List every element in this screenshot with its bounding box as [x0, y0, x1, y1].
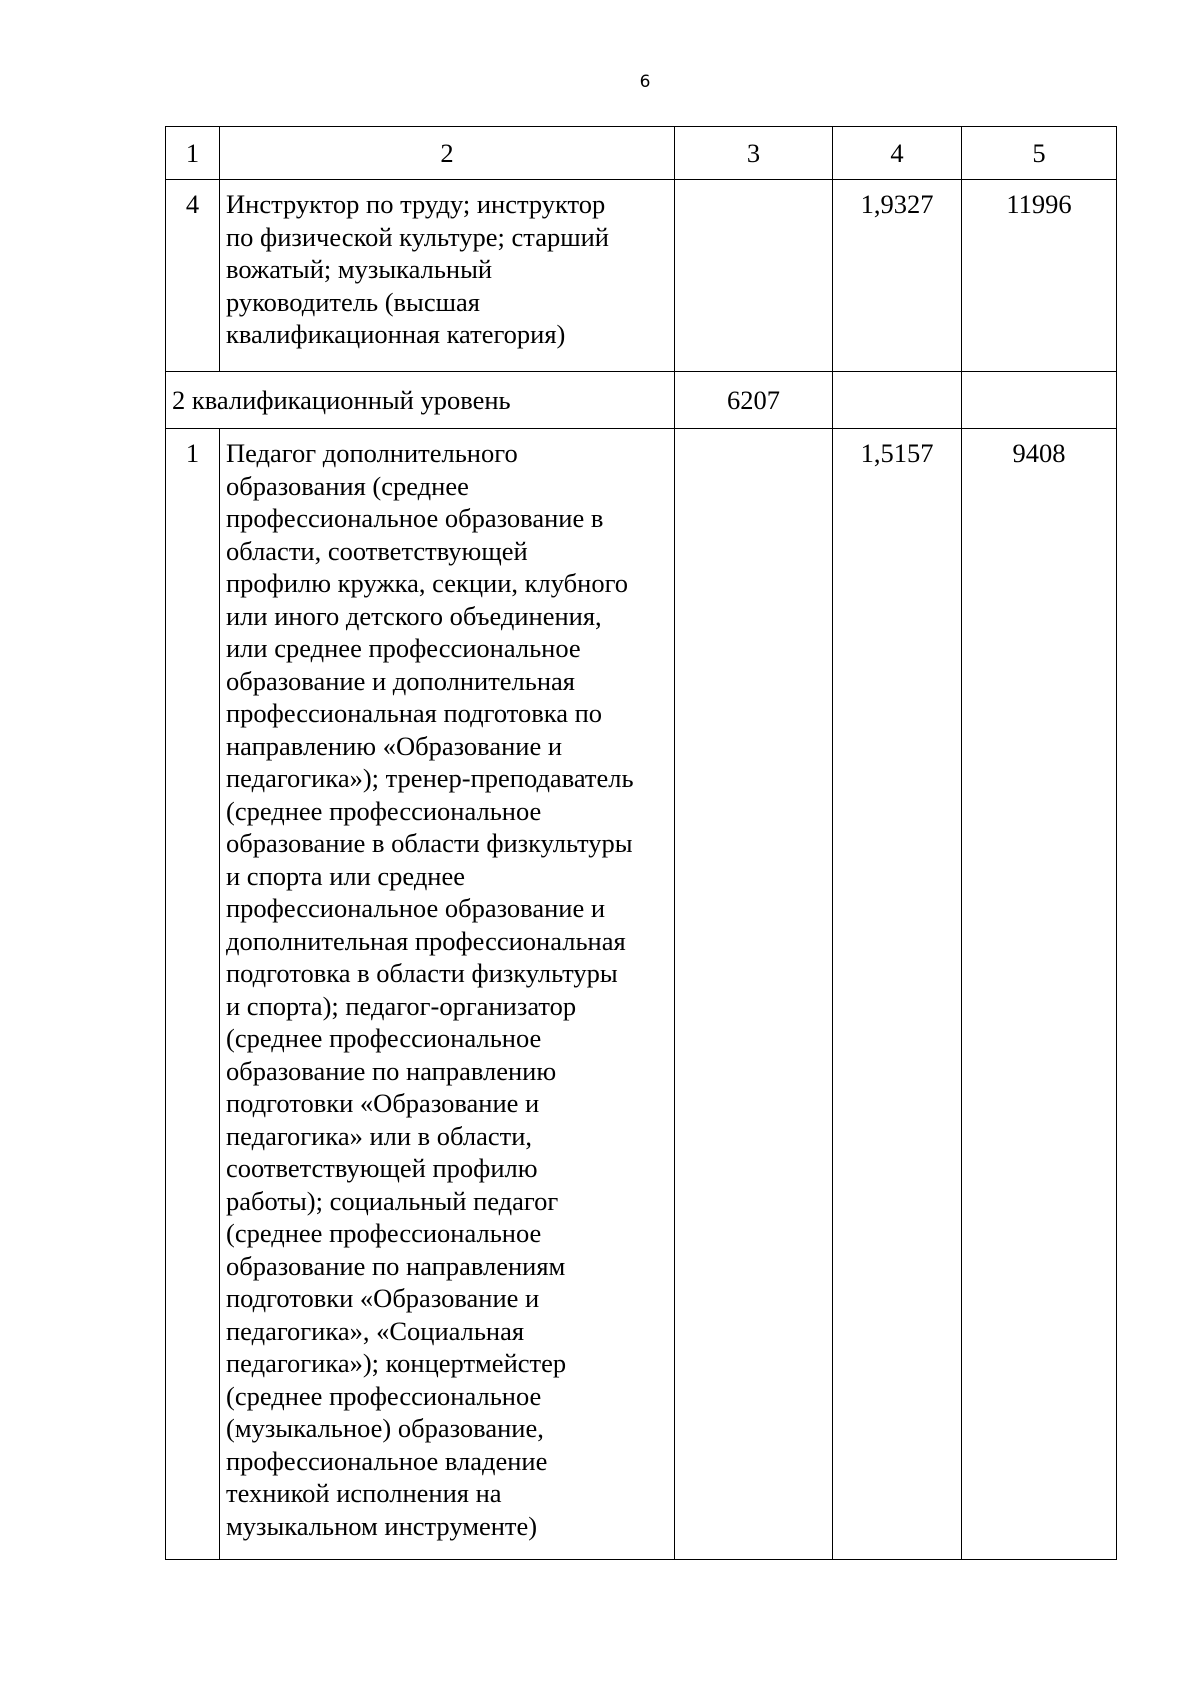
header-cell-3: 3: [675, 127, 833, 180]
description-line: (среднее профессиональное: [226, 795, 542, 826]
empty-cell: [962, 372, 1117, 429]
description-line: педагогика»); концертмейстер: [226, 1348, 567, 1378]
table-header-row: [166, 127, 1117, 180]
description-line: подготовки «Образование и: [226, 1088, 540, 1118]
description-line: техникой исполнения на: [226, 1478, 502, 1508]
description-line: образование по направлениям: [226, 1250, 566, 1281]
description-line: (музыкальное) образование,: [226, 1413, 544, 1443]
header-cell-2: 2: [220, 127, 675, 180]
table-row: [166, 180, 1117, 372]
description-line: или иного детского объединения,: [226, 600, 602, 631]
description-line: профессиональное владение: [226, 1445, 548, 1476]
description-line: (среднее профессиональное: [226, 1380, 542, 1411]
description-line: профессиональное образование в: [226, 503, 604, 533]
description-line: (среднее профессиональное: [226, 1023, 542, 1053]
description-line: подготовки «Образование и: [226, 1283, 540, 1313]
description-line: дополнительная профессиональная: [226, 925, 626, 956]
description-line: профилю кружка, секции, клубного: [226, 568, 629, 598]
description-line: Педагог дополнительного: [226, 438, 518, 468]
table-row: [166, 429, 1117, 1560]
description-line: профессиональное образование и: [226, 893, 606, 923]
description-line: (среднее профессиональное: [226, 1218, 542, 1248]
description-line: образование в области физкультуры: [226, 828, 633, 858]
salary-value-cell: 9408: [962, 429, 1117, 1560]
base-salary-cell: [675, 429, 833, 1560]
description-line: образования (среднее: [226, 470, 469, 501]
description-line: Инструктор по труду; инструктор: [226, 189, 606, 219]
description-line: по физической культуре; старший: [226, 221, 609, 252]
page-number: 6: [639, 72, 651, 92]
coefficient-cell: 1,5157: [833, 429, 962, 1560]
description-line: направлению «Образование и: [226, 730, 563, 761]
description-line: и спорта или среднее: [226, 860, 466, 891]
description-line: или среднее профессиональное: [226, 633, 581, 663]
header-cell-4: 4: [833, 127, 962, 180]
description-line: педагогика» или в области,: [226, 1120, 533, 1151]
position-description: [220, 429, 675, 1560]
coefficient-cell: 1,9327: [833, 180, 962, 372]
description-line: области, соответствующей: [226, 535, 528, 566]
salary-table: [165, 126, 1117, 1560]
description-line: музыкальном инструменте): [226, 1510, 538, 1541]
position-description: [220, 180, 675, 372]
header-cell-5: 5: [962, 127, 1117, 180]
description-line: педагогика», «Социальная: [226, 1315, 525, 1346]
description-line: и спорта); педагог-организатор: [226, 990, 577, 1021]
base-salary-cell: [675, 180, 833, 372]
description-line: профессиональная подготовка по: [226, 698, 603, 728]
salary-value-cell: 11996: [962, 180, 1117, 372]
description-line: квалификационная категория): [226, 319, 566, 349]
description-line: педагогика»); тренер-преподаватель: [226, 763, 634, 793]
description-line: вожатый; музыкальный: [226, 254, 493, 284]
description-line: соответствующей профилю: [226, 1153, 538, 1183]
description-line: образование по направлению: [226, 1055, 557, 1086]
qualification-level-row: [166, 372, 1117, 429]
description-line: образование и дополнительная: [226, 665, 575, 696]
description-line: работы); социальный педагог: [226, 1185, 559, 1216]
header-cell-1: 1: [166, 127, 220, 180]
qualification-level-base: 6207: [675, 372, 833, 429]
empty-cell: [833, 372, 962, 429]
row-number: 1: [166, 429, 220, 1560]
qualification-level-label: 2 квалификационный уровень: [166, 372, 675, 429]
row-number: 4: [166, 180, 220, 372]
description-line: руководитель (высшая: [226, 286, 480, 317]
description-line: подготовка в области физкультуры: [226, 958, 618, 988]
